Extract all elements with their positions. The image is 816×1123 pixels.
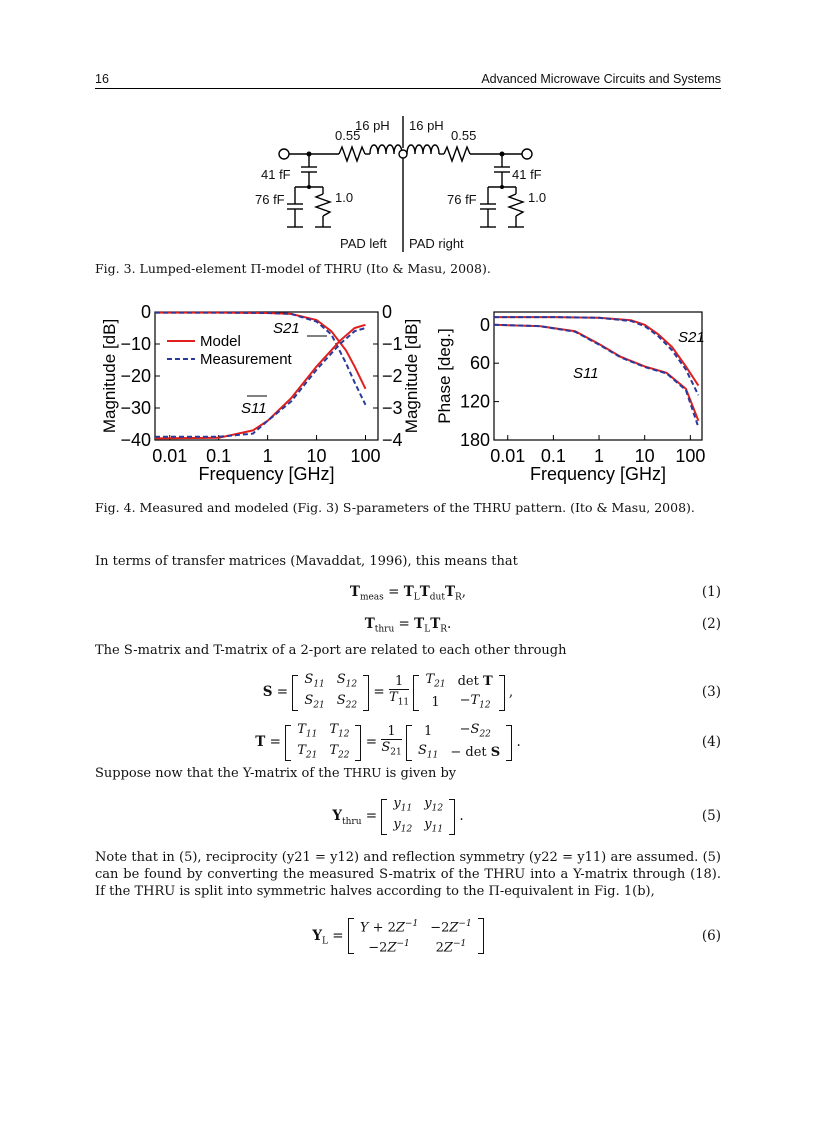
chart1-legend-measurement: Measurement [200,351,292,368]
chart2-xlabel: Frequency [GHz] [529,464,667,484]
equation-2: $T_{thru} = T_LT_R$. (2) [364,616,721,635]
equation-4: $T = T_{11}$ $T_{12}$ $T_{21}$ $T_{22}$ = $\frac{1}{S_{21}}$ 1 $-S_{22}$ $S_{11}$ − det S . (4) [255,722,721,761]
fig3-r-shunt-left: 1.0 [335,190,354,205]
chart2-ylabel: Phase [deg.] [435,328,454,424]
fig3-c-bot-left: 76 fF [255,192,285,207]
equation-3: $S = S_{11}$ $S_{12}$ $S_{21}$ $S_{22}$ = $\frac{1}{T_{11}}$ $T_{21}$ det T 1 $-T_{12}$ , (3) [262,672,721,711]
page-number: 16 [95,72,109,86]
chart1-ylabel-right: Magnitude [dB] [402,318,421,434]
fig3-l-right: 16 pH [409,118,444,133]
paragraph-2: The S-matrix and T-matrix of a 2-port are related to each other through [95,643,567,658]
paragraph-1: In terms of transfer matrices (Mavaddat, 1996), this means that [95,554,518,569]
paragraph-3: Suppose now that the Y-matrix of the THRU is given by [95,766,457,781]
fig3-c-top-left: 41 fF [261,167,291,182]
chart2-xtick-label: 0.1 [540,446,566,466]
chart1-ytick-right-label: −3 [382,398,403,418]
chart1-xtick-label: 100 [350,446,381,466]
chart1-annot-s11: S11 [241,400,267,417]
chart1-xlabel: Frequency [GHz] [198,464,335,484]
chart1-ytick-left-label: −10 [120,334,151,354]
chart1-ytick-left-label: 0 [140,302,151,322]
equation-5: $Y_{thru} = y_{11}$ $y_{12}$ $y_{12}$ $y_{11}$ . (5) [332,796,721,835]
chart2-xtick-label: 0.01 [490,446,526,466]
running-title: Advanced Microwave Circuits and Systems [481,72,721,86]
chart2-ytick-label: 60 [469,353,490,374]
fig3-l-left: 16 pH [355,118,390,133]
fig4-charts [95,290,721,495]
fig3-r-series-left: 0.55 [335,128,361,143]
chart2-ytick-label: 120 [459,391,490,412]
fig3-c-top-right: 41 fF [512,167,542,182]
chart1-ytick-right-label: −1 [382,334,403,354]
chart1-xtick-label: 0.1 [206,446,232,466]
fig3-r-series-right: 0.55 [451,128,477,143]
chart1-ytick-right-label: −4 [382,430,403,450]
fig3-pad-right: PAD right [409,236,464,251]
chart1-annot-s21: S21 [273,320,300,337]
fig3-c-bot-right: 76 fF [447,192,477,207]
chart1-ytick-left-label: −20 [120,366,151,386]
chart2-ytick-label: 180 [459,430,490,450]
chart2-annot-s11: S11 [573,365,599,382]
chart1-ytick-left-label: −30 [120,398,151,418]
chart1-legend-model: Model [200,333,241,350]
chart2-xtick-label: 10 [634,446,655,466]
equation-6: $Y_L = Y + 2Z^{-1}$ $-2Z^{-1}$ $-2Z^{-1}$ $2Z^{-1}$ (6) [312,919,721,956]
chart2-annot-s21: S21 [678,329,705,346]
chart1-series-s11-measurement [155,328,366,437]
chart2-xtick-label: 1 [594,446,605,466]
chart1-xtick-label: 10 [306,446,327,466]
page-header [95,70,721,89]
chart1-ytick-left-label: −40 [120,430,151,450]
fig3-circuit [255,112,575,257]
chart2-series-s21-measurement [494,317,698,395]
chart1-xtick-label: 0.01 [152,446,188,466]
fig3-pad-left: PAD left [340,236,387,251]
fig4-caption: Fig. 4. Measured and modeled (Fig. 3) S-parameters of the THRU pattern. (Ito & Masu, 2008). [95,500,695,515]
paragraph-4: Note that in (5), reciprocity (y21 = y12) and reflection symmetry (y22 = y11) are assumed. (5) can be found by converting the measured S-matrix of the THRU into a Y-matrix through (18). If the THRU is split into symmetric halves according to the Π-equivalent in Fig. 1(b), [95,850,721,899]
fig3-caption: Fig. 3. Lumped-element Π-model of THRU (Ito & Masu, 2008). [95,261,491,276]
chart2-xtick-label: 100 [675,446,706,466]
chart1-xtick-label: 1 [262,446,273,466]
chart1-ytick-right-label: −2 [382,366,403,386]
chart2-ytick-label: 0 [479,314,490,335]
fig3-r-shunt-right: 1.0 [528,190,547,205]
chart1-ytick-right-label: 0 [382,302,393,322]
equation-1: $T_{meas} = T_LT_{dut}T_R$, (1) [349,584,721,603]
chart1-ylabel-left: Magnitude [dB] [100,318,119,434]
